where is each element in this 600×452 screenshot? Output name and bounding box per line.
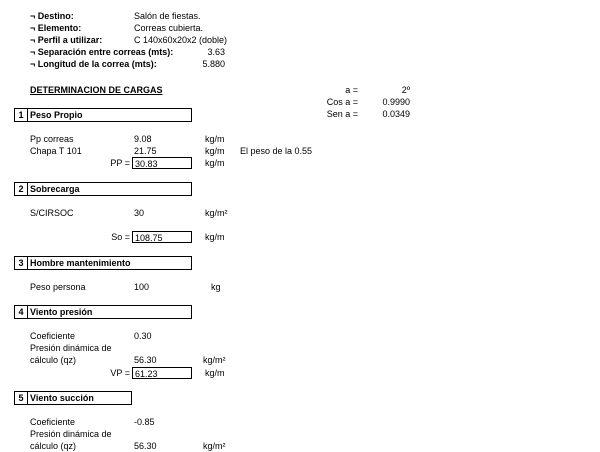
section-title: Sobrecarga xyxy=(30,184,80,194)
pp-correas-label: Pp correas xyxy=(30,134,74,144)
so-label: So = xyxy=(111,232,130,242)
peso-persona-label: Peso persona xyxy=(30,282,86,292)
pp-correas-value: 9.08 xyxy=(134,134,152,144)
chapa-note: El peso de la 0.55 xyxy=(240,146,313,156)
so-value-box: 108.75 xyxy=(132,231,192,243)
section-title: Viento succión xyxy=(30,393,94,403)
destino-value: Salón de fiestas. xyxy=(134,11,201,21)
section-number: 4 xyxy=(15,306,28,318)
so-unit: kg/m xyxy=(205,232,225,242)
longitud-label: ¬ Longitud de la correa (mts): xyxy=(30,59,157,69)
angle-a-value: 2º xyxy=(401,85,410,95)
peso-persona-unit: kg xyxy=(211,282,221,292)
section-title: Hombre mantenimiento xyxy=(30,258,131,268)
perfil-label: ¬ Perfil a utilizar: xyxy=(30,35,103,45)
chapa-value: 21.75 xyxy=(134,146,157,156)
presion-unit: kg/m² xyxy=(203,355,226,365)
presion-succion-unit: kg/m² xyxy=(203,441,226,451)
coeficiente-value: 0.30 xyxy=(134,331,152,341)
pp-unit: kg/m xyxy=(205,158,225,168)
section-number: 2 xyxy=(15,183,28,195)
section-number: 1 xyxy=(15,109,28,121)
separacion-label: ¬ Separación entre correas (mts): xyxy=(30,47,174,57)
presion-value: 56.30 xyxy=(134,355,157,365)
section-number: 5 xyxy=(15,392,28,404)
chapa-unit: kg/m xyxy=(205,146,225,156)
section-title: Viento presión xyxy=(30,307,93,317)
vp-unit: kg/m xyxy=(205,368,225,378)
determinacion-title: DETERMINACION DE CARGAS xyxy=(30,85,163,95)
presion-succion-label-line2: cálculo (qz) xyxy=(30,441,77,451)
pp-label: PP = xyxy=(110,158,130,168)
section-peso-propio xyxy=(14,108,192,122)
perfil-value: C 140x60x20x2 (doble) xyxy=(134,35,228,45)
elemento-value: Correas cubierta. xyxy=(134,23,204,33)
peso-persona-value: 100 xyxy=(134,282,150,292)
section-sobrecarga xyxy=(14,182,192,196)
section-viento-presion xyxy=(14,305,192,319)
pp-correas-unit: kg/m xyxy=(205,134,225,144)
cirsoc-unit: kg/m² xyxy=(205,208,228,218)
destino-label: ¬ Destino: xyxy=(30,11,74,21)
elemento-label: ¬ Elemento: xyxy=(30,23,82,33)
coeficiente-succion-value: -0.85 xyxy=(134,417,155,427)
pp-value-box: 30.83 xyxy=(132,157,192,169)
section-title: Peso Propio xyxy=(30,110,83,120)
angle-sen-label: Sen a = xyxy=(326,109,358,119)
cirsoc-value: 30 xyxy=(134,208,145,218)
presion-succion-label-line1: Presión dinámica de xyxy=(30,429,112,439)
cirsoc-label: S/CIRSOC xyxy=(30,208,74,218)
section-number: 3 xyxy=(15,257,28,269)
vp-label: VP = xyxy=(110,368,130,378)
angle-cos-label: Cos a = xyxy=(326,97,358,107)
coeficiente-succion-label: Coeficiente xyxy=(30,417,76,427)
angle-cos-value: 0.9990 xyxy=(382,97,410,107)
separacion-value: 3.63 xyxy=(207,47,225,57)
angle-a-label: a = xyxy=(345,85,358,95)
angle-sen-value: 0.0349 xyxy=(382,109,410,119)
section-hombre-mantenimiento xyxy=(14,256,192,270)
longitud-value: 5.880 xyxy=(202,59,225,69)
section-viento-succion xyxy=(14,391,132,405)
presion-label-line1: Presión dinámica de xyxy=(30,343,112,353)
presion-succion-value: 56.30 xyxy=(134,441,157,451)
presion-label-line2: cálculo (qz) xyxy=(30,355,77,365)
vp-value-box: 61.23 xyxy=(132,367,192,379)
chapa-label: Chapa T 101 xyxy=(30,146,82,156)
coeficiente-label: Coeficiente xyxy=(30,331,76,341)
